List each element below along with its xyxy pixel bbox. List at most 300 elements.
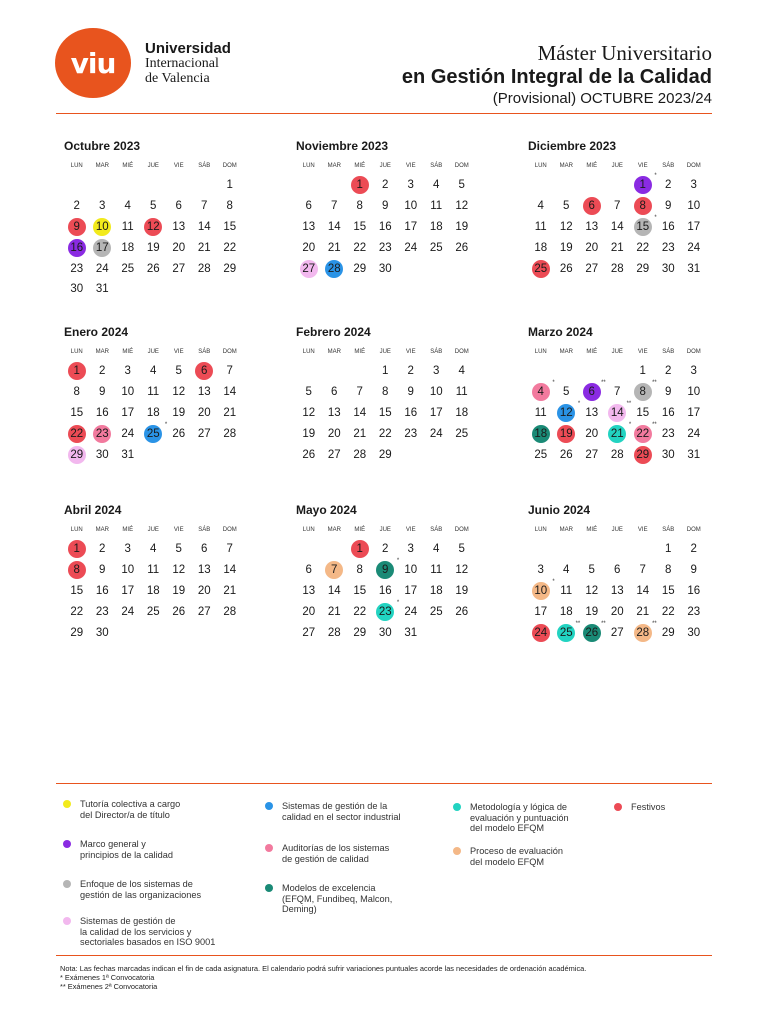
day-cell	[192, 403, 218, 424]
day-number: 29	[378, 448, 392, 461]
legend-swatch	[63, 840, 71, 848]
day-cell	[528, 403, 554, 424]
legend-text: principios de la calidad	[80, 849, 173, 860]
day-cell	[630, 601, 656, 622]
day-number: 26	[172, 427, 186, 440]
weekday-label: MAR	[327, 527, 341, 533]
day-number: 4	[433, 179, 440, 192]
note-divider	[56, 955, 712, 956]
day-number: 21	[353, 427, 367, 440]
day-number: 23	[95, 605, 109, 618]
day-number: 19	[172, 584, 186, 597]
weekday-label: MAR	[95, 349, 109, 355]
day-cell	[373, 601, 399, 622]
day-cell	[166, 560, 192, 581]
empty-cell	[115, 175, 141, 196]
day-number: 2	[407, 365, 414, 378]
legend-text: evaluación y puntuación	[470, 812, 569, 823]
day-number: 1	[68, 540, 86, 558]
day-cell	[528, 560, 554, 581]
day-cell	[192, 361, 218, 382]
legend-swatch	[453, 803, 461, 811]
empty-cell	[605, 361, 631, 382]
empty-cell	[296, 361, 322, 382]
day-cell	[656, 444, 682, 465]
day-number: 23 *	[376, 603, 394, 621]
day-cell	[347, 560, 373, 581]
day-number: 7	[614, 200, 621, 213]
weekday-label: SÁB	[662, 163, 675, 169]
day-number: 5	[588, 564, 595, 577]
day-number: 6 **	[583, 383, 601, 401]
legend-text: de gestión de calidad	[282, 853, 369, 864]
day-number: 25	[146, 605, 160, 618]
note-label: Nota:	[60, 964, 78, 973]
day-number: 5	[175, 365, 182, 378]
day-number: 24	[429, 427, 443, 440]
day-number: 29	[70, 626, 84, 639]
day-number: 23	[661, 427, 675, 440]
day-cell	[166, 361, 192, 382]
day-number: 5	[305, 386, 312, 399]
day-cell	[296, 423, 322, 444]
day-cell	[192, 196, 218, 217]
day-number: 25 **	[557, 624, 575, 642]
day-cell	[605, 423, 631, 444]
day-cell	[656, 403, 682, 424]
day-number: 21	[197, 241, 211, 254]
day-cell	[681, 560, 707, 581]
day-number: 31	[404, 626, 418, 639]
day-number: 8	[382, 386, 389, 399]
day-number: 9	[99, 564, 106, 577]
day-number: 28	[610, 448, 624, 461]
day-cell	[296, 444, 322, 465]
day-number: 14	[636, 584, 650, 597]
day-number: 26 **	[583, 624, 601, 642]
weekday-label: MIÉ	[586, 349, 598, 355]
day-cell	[347, 423, 373, 444]
day-cell	[656, 196, 682, 217]
day-cell	[115, 444, 141, 465]
weekday-label: MIÉ	[354, 163, 366, 169]
day-cell	[217, 382, 243, 403]
day-cell	[373, 258, 399, 279]
weekday-label: MIÉ	[122, 349, 134, 355]
day-number: 22	[636, 241, 650, 254]
day-number: 15 *	[634, 218, 652, 236]
day-cell	[528, 423, 554, 444]
day-cell	[90, 423, 116, 444]
day-cell	[217, 539, 243, 560]
legend-text: Deming)	[282, 904, 317, 914]
day-cell	[64, 196, 90, 217]
day-number: 19	[585, 605, 599, 618]
day-cell	[64, 423, 90, 444]
day-number: 22	[378, 427, 392, 440]
brand-line-1: Universidad	[145, 40, 231, 57]
legend-swatch	[614, 803, 622, 811]
weekday-label: VIE	[173, 349, 184, 355]
day-cell	[217, 196, 243, 217]
title-line-2: en Gestión Integral de la Calidad	[401, 66, 712, 88]
day-cell	[654, 214, 682, 238]
day-cell	[115, 581, 141, 602]
day-number: 31	[121, 448, 135, 461]
legend-item	[80, 799, 180, 820]
weekday-label: VIE	[637, 349, 648, 355]
day-cell	[115, 403, 141, 424]
exam-marker: *	[654, 173, 657, 180]
day-number: 26	[172, 605, 186, 618]
day-number: 1	[351, 540, 369, 558]
day-cell	[115, 539, 141, 560]
weekday-label: VIE	[173, 163, 184, 169]
day-number: 14	[610, 220, 624, 233]
day-number: 16	[378, 220, 392, 233]
month-6	[528, 325, 708, 465]
day-cell	[630, 622, 656, 643]
day-cell	[296, 560, 322, 581]
day-number: 3	[407, 543, 414, 556]
day-number: 13	[197, 564, 211, 577]
day-cell	[528, 382, 554, 403]
day-cell	[296, 258, 322, 279]
day-number: 17	[534, 605, 548, 618]
weekday-label: SÁB	[662, 527, 675, 533]
day-cell	[554, 382, 580, 403]
month-days	[64, 347, 244, 465]
legend-text: Festivos	[631, 802, 666, 812]
day-number: 27	[302, 626, 316, 639]
day-cell	[528, 217, 554, 238]
empty-cell	[528, 175, 554, 196]
month-title: Junio 2024	[528, 503, 591, 517]
day-cell	[217, 581, 243, 602]
day-cell	[579, 560, 605, 581]
day-number: 27	[585, 448, 599, 461]
day-cell	[347, 601, 373, 622]
day-number: 12	[559, 220, 573, 233]
day-number: 1	[665, 543, 672, 556]
day-number: 6	[201, 543, 208, 556]
day-number: 4	[150, 543, 157, 556]
day-number: 8 **	[634, 383, 652, 401]
day-number: 10	[404, 200, 418, 213]
day-number: 10 *	[532, 582, 550, 600]
exam-marker: *	[396, 558, 400, 565]
day-number: 10	[687, 386, 701, 399]
legend-text: Enfoque de los sistemas de	[80, 879, 193, 889]
day-cell	[656, 581, 682, 602]
day-number: 28	[223, 427, 237, 440]
day-number: 25	[532, 260, 550, 278]
legend-swatch	[63, 880, 71, 888]
weekday-label: MAR	[95, 163, 109, 169]
day-cell	[449, 175, 475, 196]
exam-marker: **	[652, 620, 657, 627]
day-number: 6	[305, 200, 312, 213]
day-cell	[217, 237, 243, 258]
day-cell	[554, 560, 580, 581]
day-number: 24	[532, 624, 550, 642]
day-cell	[398, 601, 424, 622]
day-number: 16	[687, 584, 701, 597]
day-number: 6	[305, 564, 312, 577]
weekday-label: LUN	[534, 527, 547, 533]
day-number: 23	[378, 241, 392, 254]
day-number: 5	[458, 179, 465, 192]
day-number: 18	[532, 425, 550, 443]
day-number: 5	[563, 386, 570, 399]
day-number: 9 *	[376, 561, 394, 579]
day-number: 7	[226, 543, 233, 556]
day-number: 19	[455, 220, 469, 233]
exam-marker: **	[652, 380, 657, 387]
day-cell	[217, 258, 243, 279]
day-number: 23	[404, 427, 418, 440]
day-cell	[579, 237, 605, 258]
day-number: 19	[557, 425, 575, 443]
weekday-label: JUE	[147, 349, 159, 355]
weekday-label: SÁB	[662, 349, 675, 355]
day-cell	[90, 560, 116, 581]
day-number: 31	[687, 448, 701, 461]
day-cell	[554, 237, 580, 258]
day-number: 23	[93, 425, 111, 443]
month-title: Mayo 2024	[296, 503, 357, 517]
day-number: 2	[99, 365, 106, 378]
empty-cell	[579, 175, 605, 196]
day-cell	[630, 361, 656, 382]
empty-cell	[554, 361, 580, 382]
day-cell	[681, 382, 707, 403]
day-cell	[579, 196, 605, 217]
day-cell	[656, 258, 682, 279]
weekday-label: MIÉ	[586, 527, 598, 533]
day-number: 10	[404, 564, 418, 577]
day-number: 20	[197, 406, 211, 419]
legend-text: Tutoría colectiva a cargo	[80, 799, 181, 809]
day-cell	[630, 214, 657, 238]
day-number: 1	[226, 179, 233, 192]
exam-marker: **	[601, 620, 606, 627]
weekday-label: LUN	[534, 163, 547, 169]
day-cell	[681, 217, 707, 238]
day-number: 6	[175, 200, 182, 213]
day-number: 27	[300, 260, 318, 278]
day-cell	[398, 361, 424, 382]
day-cell	[296, 601, 322, 622]
day-cell	[605, 237, 631, 258]
day-number: 3	[690, 365, 697, 378]
day-number: 19	[455, 584, 469, 597]
day-number: 27	[197, 427, 211, 440]
day-number: 30	[661, 448, 675, 461]
day-number: 3	[99, 200, 106, 213]
day-cell	[373, 560, 399, 581]
day-cell	[424, 423, 450, 444]
day-cell	[115, 217, 141, 238]
day-cell	[398, 237, 424, 258]
weekday-label: DOM	[222, 349, 237, 355]
day-cell	[656, 539, 682, 560]
weekday-label: DOM	[454, 527, 469, 533]
day-number: 27	[585, 262, 599, 275]
brand-line-3: de Valencia	[145, 71, 210, 86]
day-cell	[64, 258, 90, 279]
day-number: 11	[430, 200, 443, 213]
day-cell	[347, 581, 373, 602]
day-cell	[605, 258, 631, 279]
day-cell	[296, 217, 322, 238]
day-cell	[554, 622, 580, 643]
day-cell	[141, 217, 167, 238]
month-days	[296, 525, 476, 643]
day-number: 12	[585, 584, 599, 597]
legend-text: Sistemas de gestión de la	[282, 801, 388, 811]
day-cell	[192, 581, 218, 602]
note-second-exam: ** Exámenes 2ª Convocatoria	[60, 982, 158, 991]
day-cell	[141, 423, 167, 444]
day-number: 13	[610, 584, 624, 597]
day-cell	[141, 403, 167, 424]
day-number: 29	[634, 446, 652, 464]
empty-cell	[296, 175, 322, 196]
day-cell	[554, 196, 580, 217]
day-number: 5	[175, 543, 182, 556]
day-number: 2	[665, 179, 672, 192]
day-number: 12	[144, 218, 162, 236]
day-cell	[322, 423, 348, 444]
day-cell	[681, 444, 707, 465]
day-number: 22 **	[634, 425, 652, 443]
day-number: 28	[223, 605, 237, 618]
day-cell	[296, 403, 322, 424]
month-8	[296, 503, 476, 643]
day-cell	[296, 382, 322, 403]
day-number: 29	[636, 262, 650, 275]
day-number: 7	[356, 386, 363, 399]
day-cell	[115, 196, 141, 217]
weekday-label: MAR	[559, 163, 573, 169]
day-number: 15	[353, 220, 367, 233]
day-number: 8	[226, 200, 233, 213]
day-cell	[217, 217, 243, 238]
day-number: 27	[172, 262, 186, 275]
day-cell	[217, 403, 243, 424]
day-number: 17	[404, 220, 418, 233]
day-number: 1	[68, 362, 86, 380]
day-number: 15	[353, 584, 367, 597]
weekday-label: MIÉ	[122, 527, 134, 533]
weekday-label: LUN	[534, 349, 547, 355]
month-title: Octubre 2023	[64, 139, 141, 153]
day-number: 2	[690, 543, 697, 556]
note-first-exam: * Exámenes 1ª Convocatoria	[60, 973, 155, 982]
day-cell	[90, 622, 116, 643]
day-cell	[217, 175, 243, 196]
day-number: 9	[68, 218, 86, 236]
day-number: 16	[661, 406, 675, 419]
day-number: 13	[585, 220, 599, 233]
day-cell	[90, 444, 116, 465]
legend-text: sectoriales basados en ISO 9001	[80, 937, 216, 947]
day-cell	[398, 622, 424, 643]
day-cell	[424, 560, 450, 581]
day-cell	[322, 217, 348, 238]
day-cell	[64, 382, 90, 403]
day-cell	[605, 581, 631, 602]
day-number: 26	[559, 262, 573, 275]
weekday-label: DOM	[686, 527, 701, 533]
legend-text: Sistemas de gestión de	[80, 916, 176, 926]
day-number: 16	[95, 406, 109, 419]
month-title: Noviembre 2023	[296, 139, 389, 153]
month-title: Marzo 2024	[528, 325, 593, 339]
legend-text: Auditorías de los sistemas	[282, 843, 390, 853]
day-cell	[141, 237, 167, 258]
day-number: 20	[585, 241, 599, 254]
weekday-label: DOM	[222, 163, 237, 169]
day-number: 8	[73, 386, 80, 399]
exam-marker: *	[164, 421, 168, 428]
day-cell	[605, 601, 631, 622]
day-cell	[90, 403, 116, 424]
day-cell	[373, 175, 399, 196]
day-number: 15	[223, 220, 237, 233]
day-cell	[656, 622, 682, 643]
month-days	[296, 161, 476, 279]
day-cell	[424, 403, 450, 424]
legend-item	[80, 839, 173, 860]
month-9	[528, 503, 708, 643]
weekday-label: SÁB	[430, 527, 443, 533]
day-cell	[577, 400, 605, 424]
legend-text: gestión de las organizaciones	[80, 889, 202, 900]
day-number: 14	[327, 584, 341, 597]
day-cell	[681, 539, 707, 560]
day-number: 25	[429, 241, 443, 254]
day-cell	[528, 444, 554, 465]
month-2	[296, 139, 476, 279]
day-cell	[373, 237, 399, 258]
day-cell	[115, 560, 141, 581]
weekday-label: DOM	[454, 163, 469, 169]
day-cell	[90, 258, 116, 279]
day-cell	[605, 560, 631, 581]
day-cell	[90, 539, 116, 560]
day-cell	[681, 196, 707, 217]
weekday-label: JUE	[611, 527, 623, 533]
weekday-label: VIE	[405, 349, 416, 355]
day-cell	[373, 539, 399, 560]
day-cell	[424, 539, 450, 560]
day-cell	[424, 196, 450, 217]
day-number: 19	[559, 241, 573, 254]
day-cell	[398, 382, 424, 403]
day-number: 26	[302, 448, 316, 461]
day-number: 12 *	[557, 404, 575, 422]
day-cell	[373, 196, 399, 217]
day-cell	[347, 217, 373, 238]
month-1	[64, 139, 244, 300]
day-number: 21	[223, 584, 237, 597]
day-cell	[64, 560, 90, 581]
day-number: 22	[223, 241, 237, 254]
empty-cell	[605, 175, 631, 196]
day-number: 14 **	[608, 404, 626, 422]
